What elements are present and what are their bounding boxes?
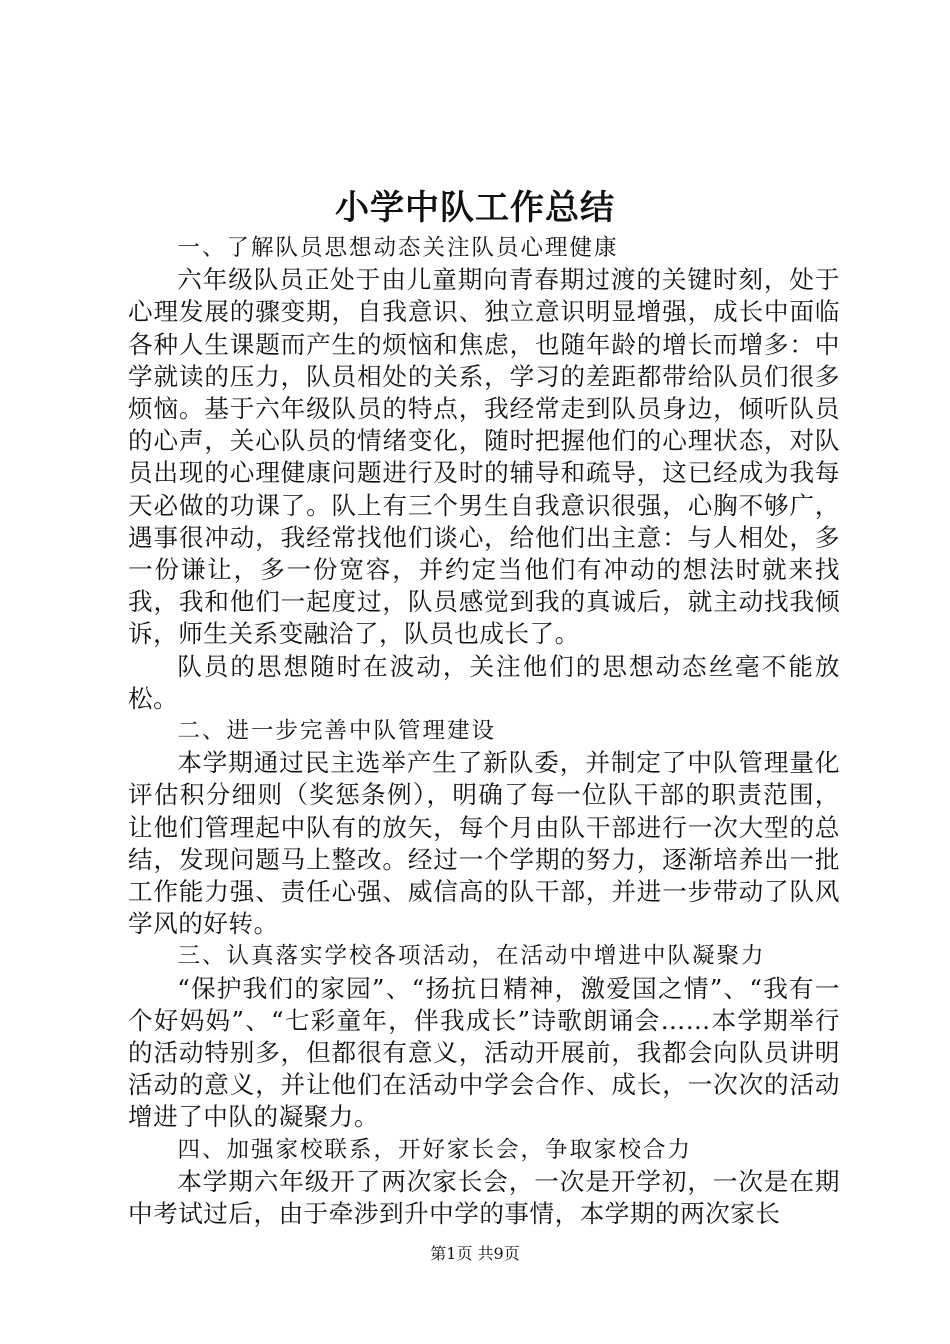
section-heading: 一、了解队员思想动态关注队员心理健康 (177, 235, 619, 261)
paragraph: 队员的思想随时在波动，关注他们的思想动态丝毫不能放松。 (128, 651, 840, 713)
paragraph: 本学期六年级开了两次家长会，一次是开学初，一次是在期中考试过后，由于牵涉到升中学的事情，本学期的两次家长 (128, 1166, 840, 1229)
paragraph: “保护我们的家园”、“扬抗日精神，激爱国之情”、“我有一个好妈妈”、“七彩童年，伴我成长”诗歌朗诵会……本学期举行的活动特别多，但都很有意义，活动开展前，我都会向队员讲明活动的意义，并让他们在活动中学会合作、成长，一次次的活动增进了中队的凝聚力。 (128, 973, 840, 1132)
paragraph: 本学期通过民主选举产生了新队委，并制定了中队管理量化评估积分细则（奖惩条例），明确了每一位队干部的职责范围，让他们管理起中队有的放矢，每个月由队干部进行一次大型的总结，发现问题马上整改。经过一个学期的努力，逐渐培养出一批工作能力强、责任心强、威信高的队干部，并进一步带动了队风学风的好转。 (128, 748, 840, 939)
page-footer: 第1页 共9页 (430, 1244, 520, 1263)
document-body (128, 232, 840, 1230)
paragraph: 六年级队员正处于由儿童期向青春期过渡的关键时刻，处于心理发展的骤变期，自我意识、独立意识明显增强，成长中面临各种人生课题而产生的烦恼和焦虑，也随年龄的增长而增多：中学就读的压力，队员相处的关系，学习的差距都带给队员们很多烦恼。基于六年级队员的特点，我经常走到队员身边，倾听队员的心声，关心队员的情绪变化，随时把握他们的心理状态，对队员出现的心理健康问题进行及时的辅导和疏导，这已经成为我每天必做的功课了。队上有三个男生自我意识很强，心胸不够广，遇事很冲动，我经常找他们谈心，给他们出主意：与人相处，多一份谦让，多一份宽容，并约定当他们有冲动的想法时就来找我，我和他们一起度过，队员感觉到我的真诚后，就主动找我倾诉，师生关系变融洽了，队员也成长了。 (128, 265, 840, 649)
section-heading: 三、认真落实学校各项活动，在活动中增进中队凝聚力 (177, 943, 766, 970)
section-heading: 四、加强家校联系，开好家长会，争取家校合力 (177, 1136, 693, 1163)
section-heading: 二、进一步完善中队管理建设 (177, 718, 497, 745)
document-title: 小学中队工作总结 (335, 188, 615, 228)
